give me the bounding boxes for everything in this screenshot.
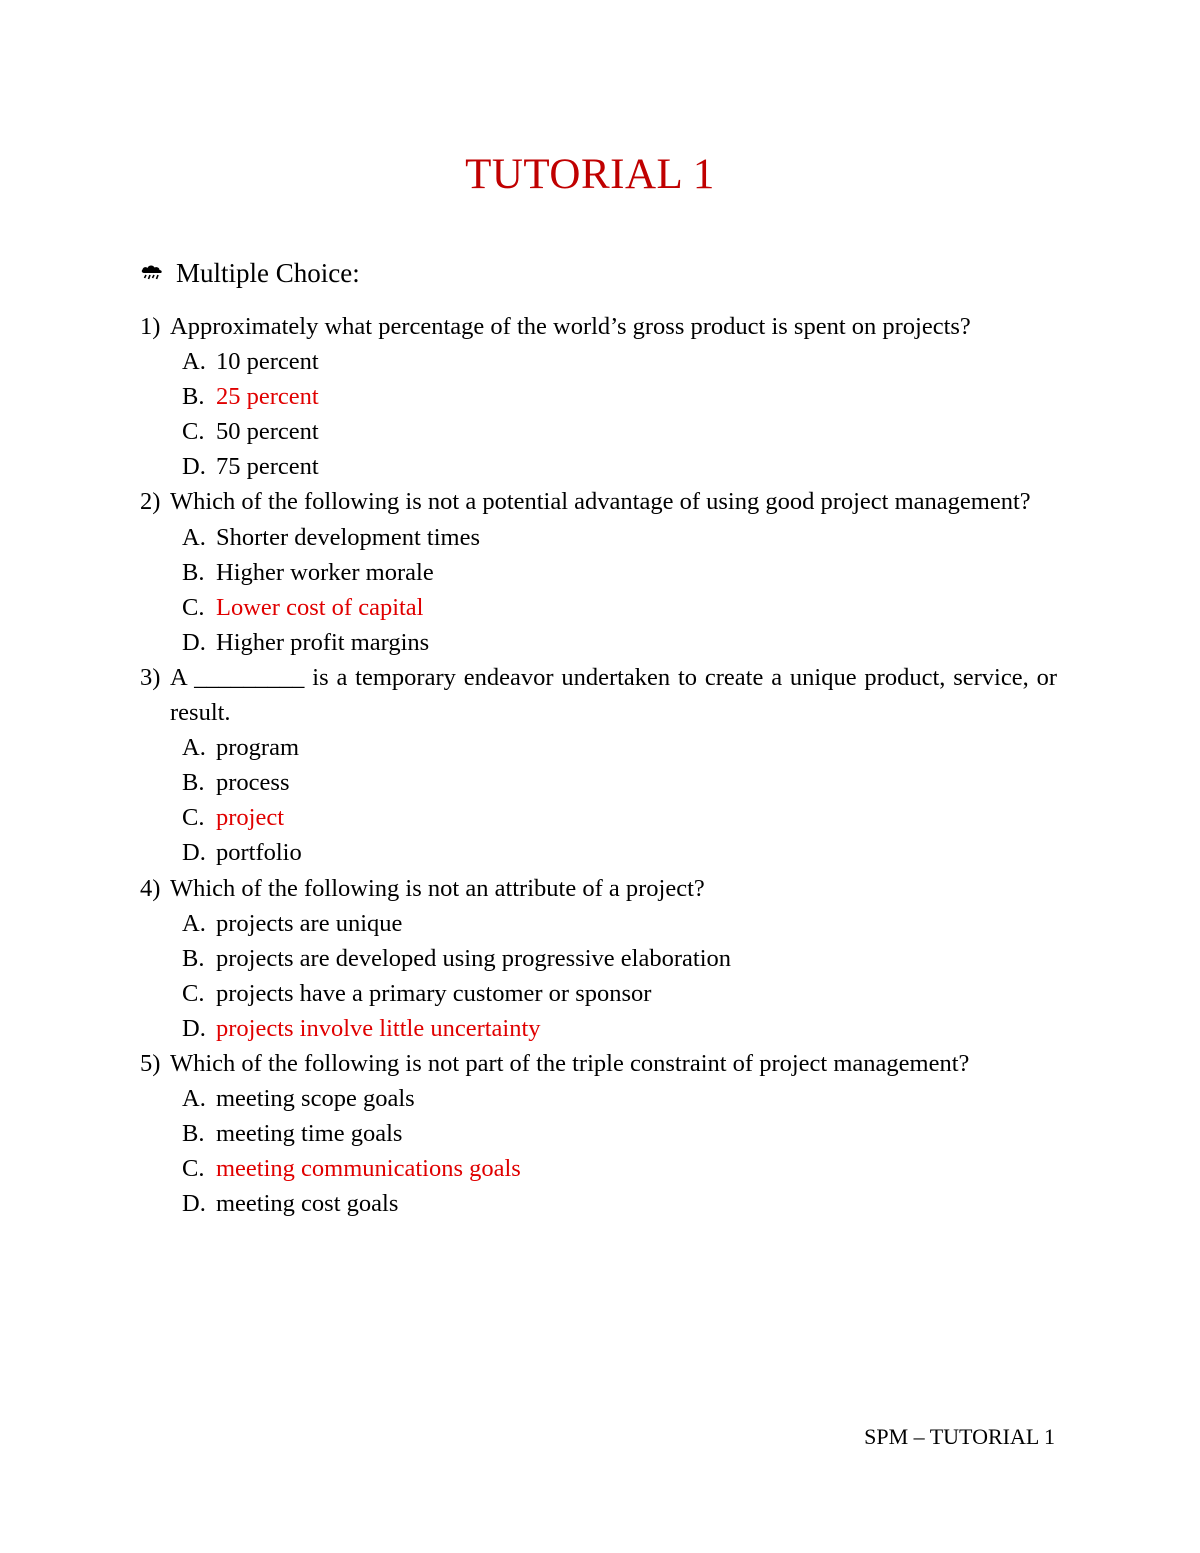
question-1 [140, 309, 1057, 484]
option-b-correct: B. 25 percent [182, 383, 319, 411]
section-heading [140, 258, 360, 289]
option-b: B. projects are developed using progressive elaboration [182, 944, 732, 972]
option-a: A. 10 percent [182, 348, 319, 376]
cloud-rain-icon [140, 262, 166, 286]
question-number: 3) [140, 663, 161, 691]
question-5 [140, 1046, 1057, 1221]
option-d: D. 75 percent [182, 453, 319, 481]
question-2 [140, 484, 1057, 659]
page-title: TUTORIAL 1 [465, 151, 715, 198]
question-number: 1) [140, 313, 161, 340]
option-b: B. meeting time goals [182, 1120, 403, 1148]
option-b: B. process [182, 769, 290, 797]
option-a: A. meeting scope goals [182, 1085, 415, 1113]
question-4 [140, 871, 1057, 1046]
option-a: A. Shorter development times [182, 523, 480, 551]
option-d-correct: D. projects involve little uncertainty [182, 1014, 541, 1042]
option-c: C. projects have a primary customer or sponsor [182, 979, 652, 1007]
option-d: D. meeting cost goals [182, 1190, 399, 1218]
option-c: C. 50 percent [182, 418, 319, 446]
section-label: Multiple Choice: [176, 258, 360, 288]
option-d: D. portfolio [182, 839, 302, 867]
question-text: A _________ is a temporary endeavor undertaken to create a unique product, service, or result. [170, 663, 1057, 727]
option-a: A. program [182, 734, 299, 762]
page-footer: SPM – TUTORIAL 1 [864, 1424, 1055, 1449]
option-b: B. Higher worker morale [182, 558, 434, 586]
question-text: Approximately what percentage of the world’s gross product is spent on projects? [170, 313, 971, 340]
option-a: A. projects are unique [182, 909, 403, 937]
question-number: 4) [140, 874, 161, 902]
option-c-correct: C. Lower cost of capital [182, 593, 424, 621]
option-c-correct: C. project [182, 804, 285, 832]
question-text: Which of the following is not a potential advantage of using good project management? [170, 488, 1031, 516]
question-list [140, 309, 1057, 1221]
question-text: Which of the following is not an attribute of a project? [170, 874, 705, 902]
question-text: Which of the following is not part of the triple constraint of project management? [170, 1049, 970, 1077]
question-3 [140, 660, 1057, 871]
question-number: 2) [140, 488, 161, 516]
option-c-correct: C. meeting communications goals [182, 1155, 521, 1183]
option-d: D. Higher profit margins [182, 628, 430, 656]
question-number: 5) [140, 1049, 161, 1077]
